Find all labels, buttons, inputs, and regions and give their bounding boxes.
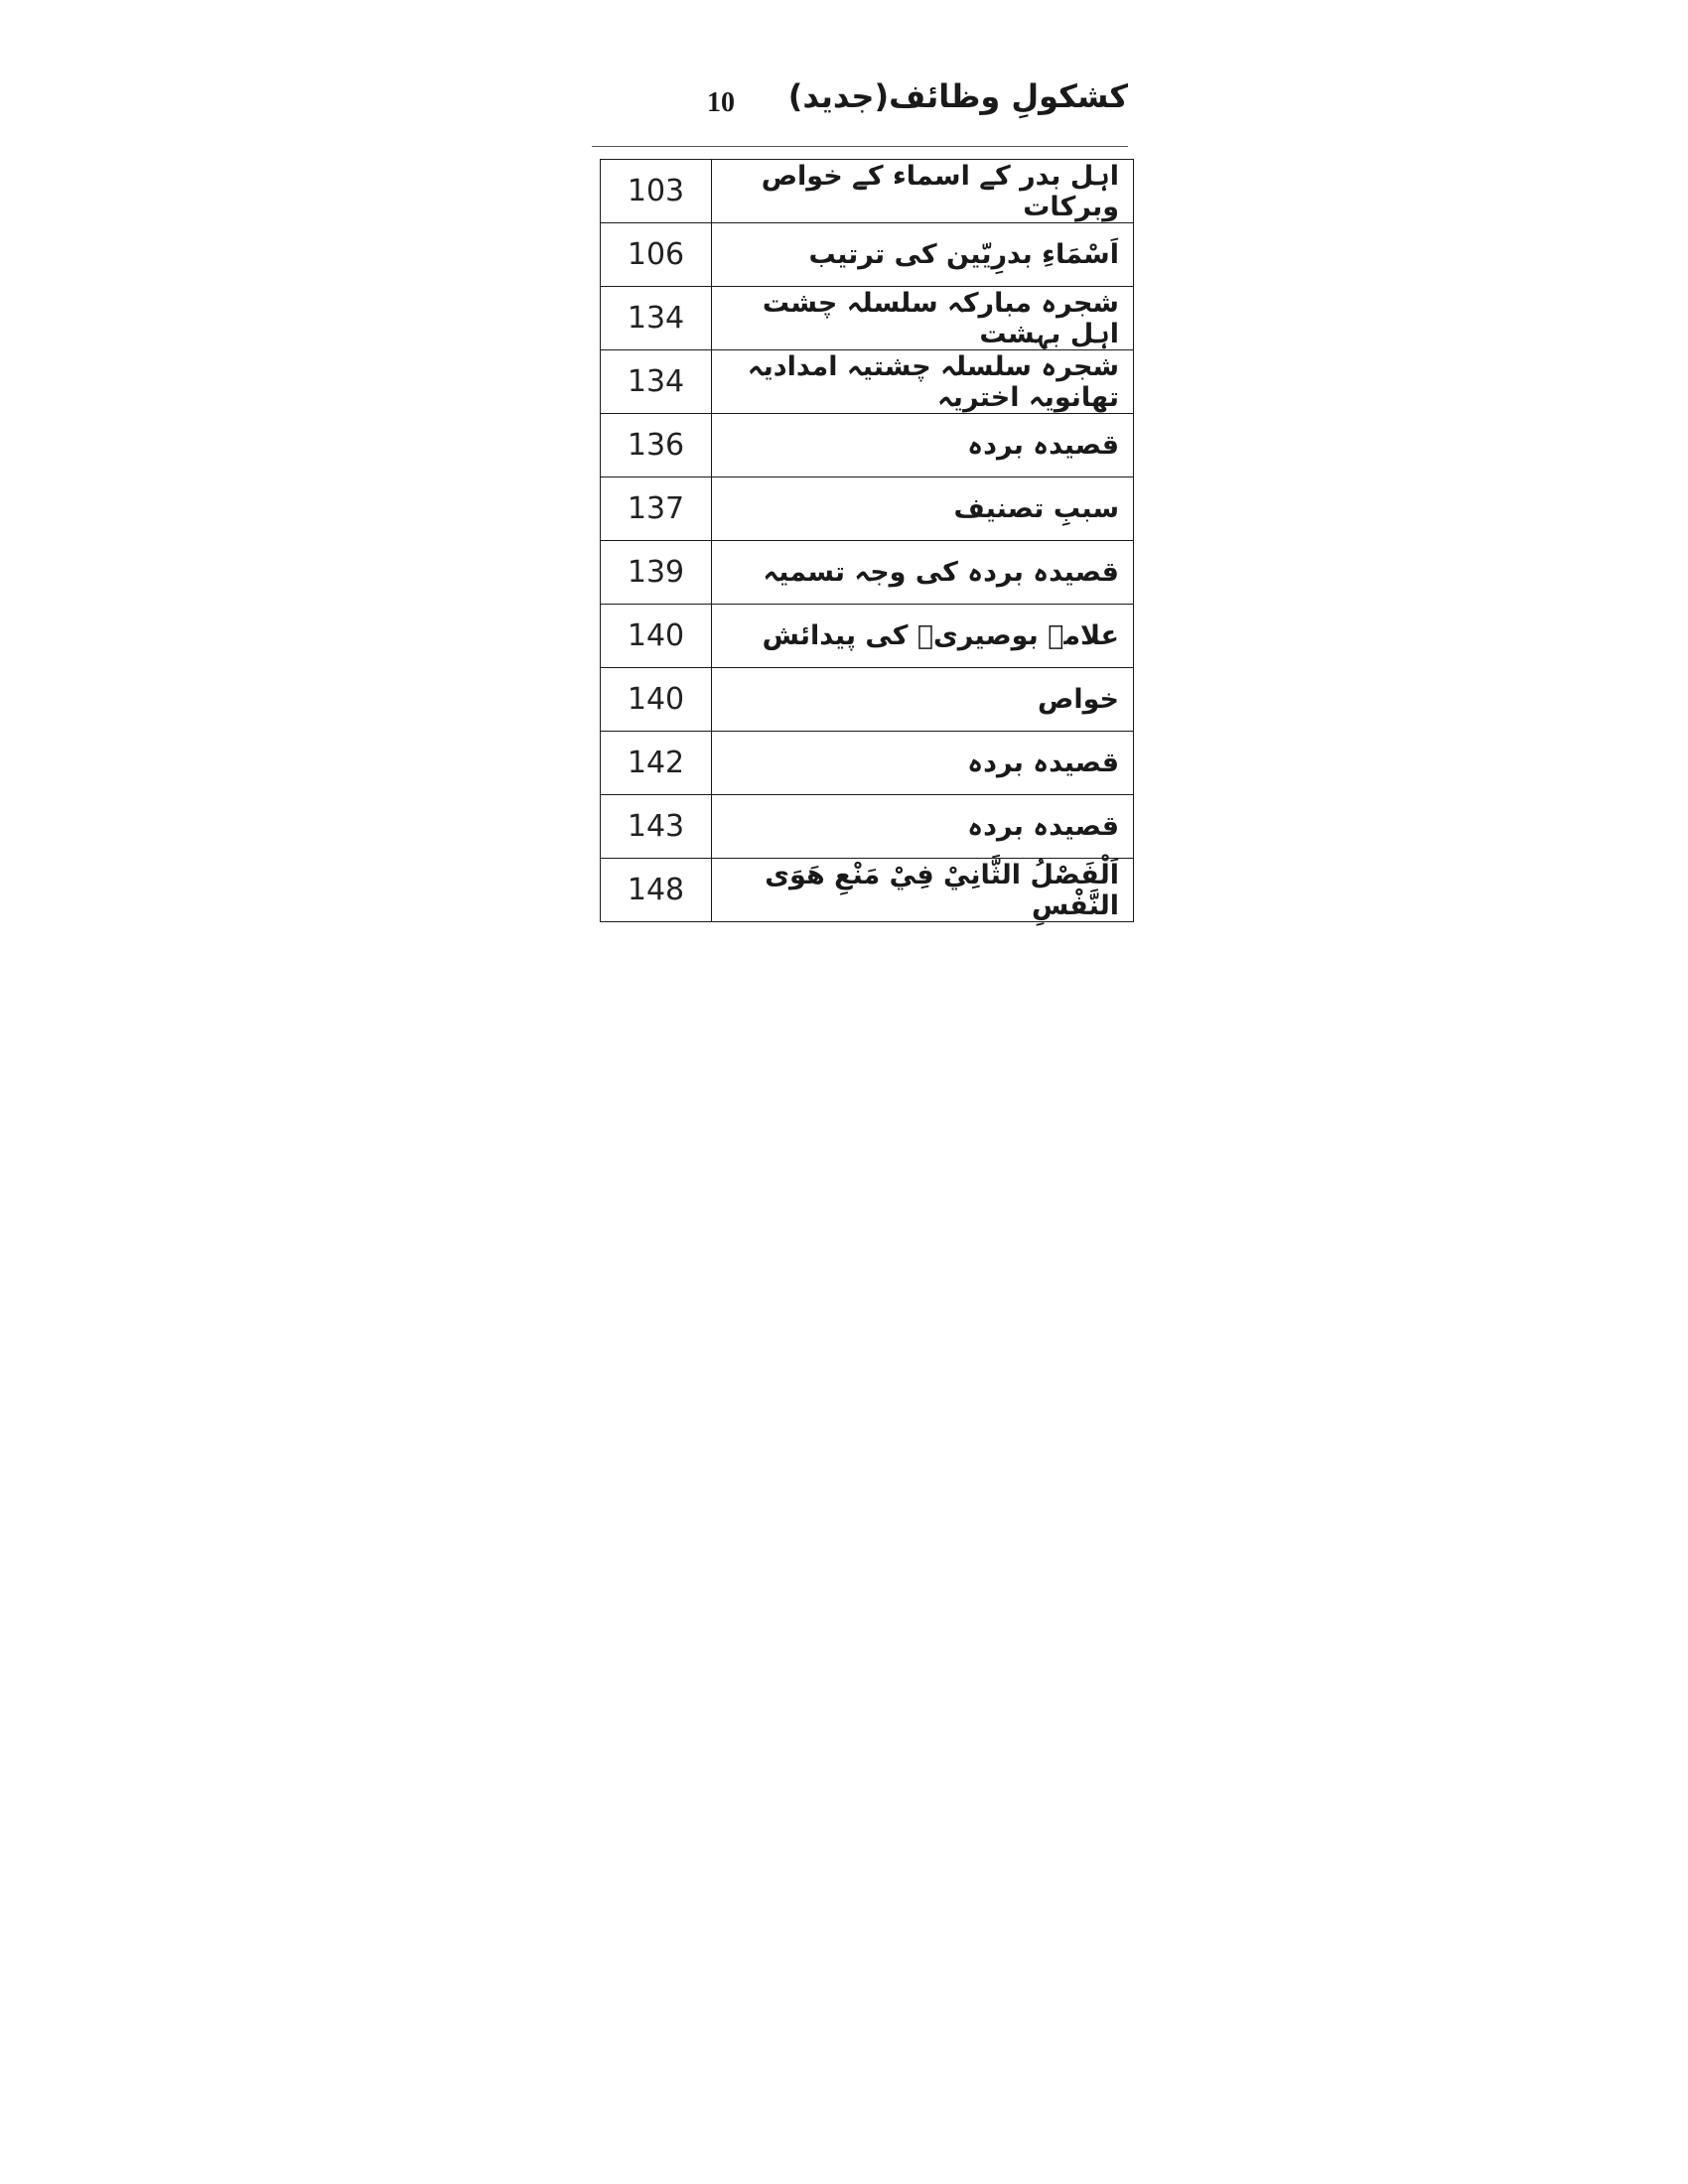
table-row: [601, 605, 1134, 668]
table-row: [601, 859, 1134, 922]
page-cell: 106: [601, 223, 712, 287]
title-cell: اَلْفَصْلُ الثَّانِيْ فِيْ مَنْعِ هَوَى النَّفْسِ: [712, 859, 1134, 922]
title-cell: سببِ تصنیف: [712, 478, 1134, 541]
table-row: [601, 350, 1134, 414]
title-cell: قصیدہ بردہ: [712, 732, 1134, 795]
page-cell: 140: [601, 605, 712, 668]
table-row: [601, 668, 1134, 732]
page-cell: 140: [601, 668, 712, 732]
title-cell: علامہ بوصیریؒ کی پیدائش: [712, 605, 1134, 668]
title-cell: قصیدہ بردہ: [712, 795, 1134, 859]
page-cell: 137: [601, 478, 712, 541]
table-row: [601, 478, 1134, 541]
title-cell: اہل بدر کے اسماء کے خواص وبرکات: [712, 160, 1134, 223]
title-cell: خواص: [712, 668, 1134, 732]
page-cell: 142: [601, 732, 712, 795]
header-divider: [592, 146, 1128, 147]
table-row: [601, 414, 1134, 478]
page-cell: 143: [601, 795, 712, 859]
page-header: [592, 77, 1128, 147]
title-cell: قصیدہ بردہ کی وجہ تسمیہ: [712, 541, 1134, 605]
table-row: [601, 541, 1134, 605]
page-cell: 103: [601, 160, 712, 223]
table-row: [601, 160, 1134, 223]
title-cell: اَسْمَاءِ بدرِیّین کی ترتیب: [712, 223, 1134, 287]
page-number: 10: [707, 87, 735, 118]
page-cell: 134: [601, 350, 712, 414]
table-of-contents: [600, 159, 1134, 922]
table-row: [601, 287, 1134, 350]
page-cell: 139: [601, 541, 712, 605]
book-title: کشکولِ وظائف(جدید): [787, 77, 1128, 115]
title-cell: شجرہ سلسلہ چشتیہ امدادیہ تھانویہ اختریہ: [712, 350, 1134, 414]
title-cell: شجرہ مبارکہ سلسلہ چشت اہل بہشت: [712, 287, 1134, 350]
page-cell: 136: [601, 414, 712, 478]
page-cell: 134: [601, 287, 712, 350]
table-row: [601, 795, 1134, 859]
page-cell: 148: [601, 859, 712, 922]
title-cell: قصیدہ بردہ: [712, 414, 1134, 478]
table-row: [601, 223, 1134, 287]
table-row: [601, 732, 1134, 795]
